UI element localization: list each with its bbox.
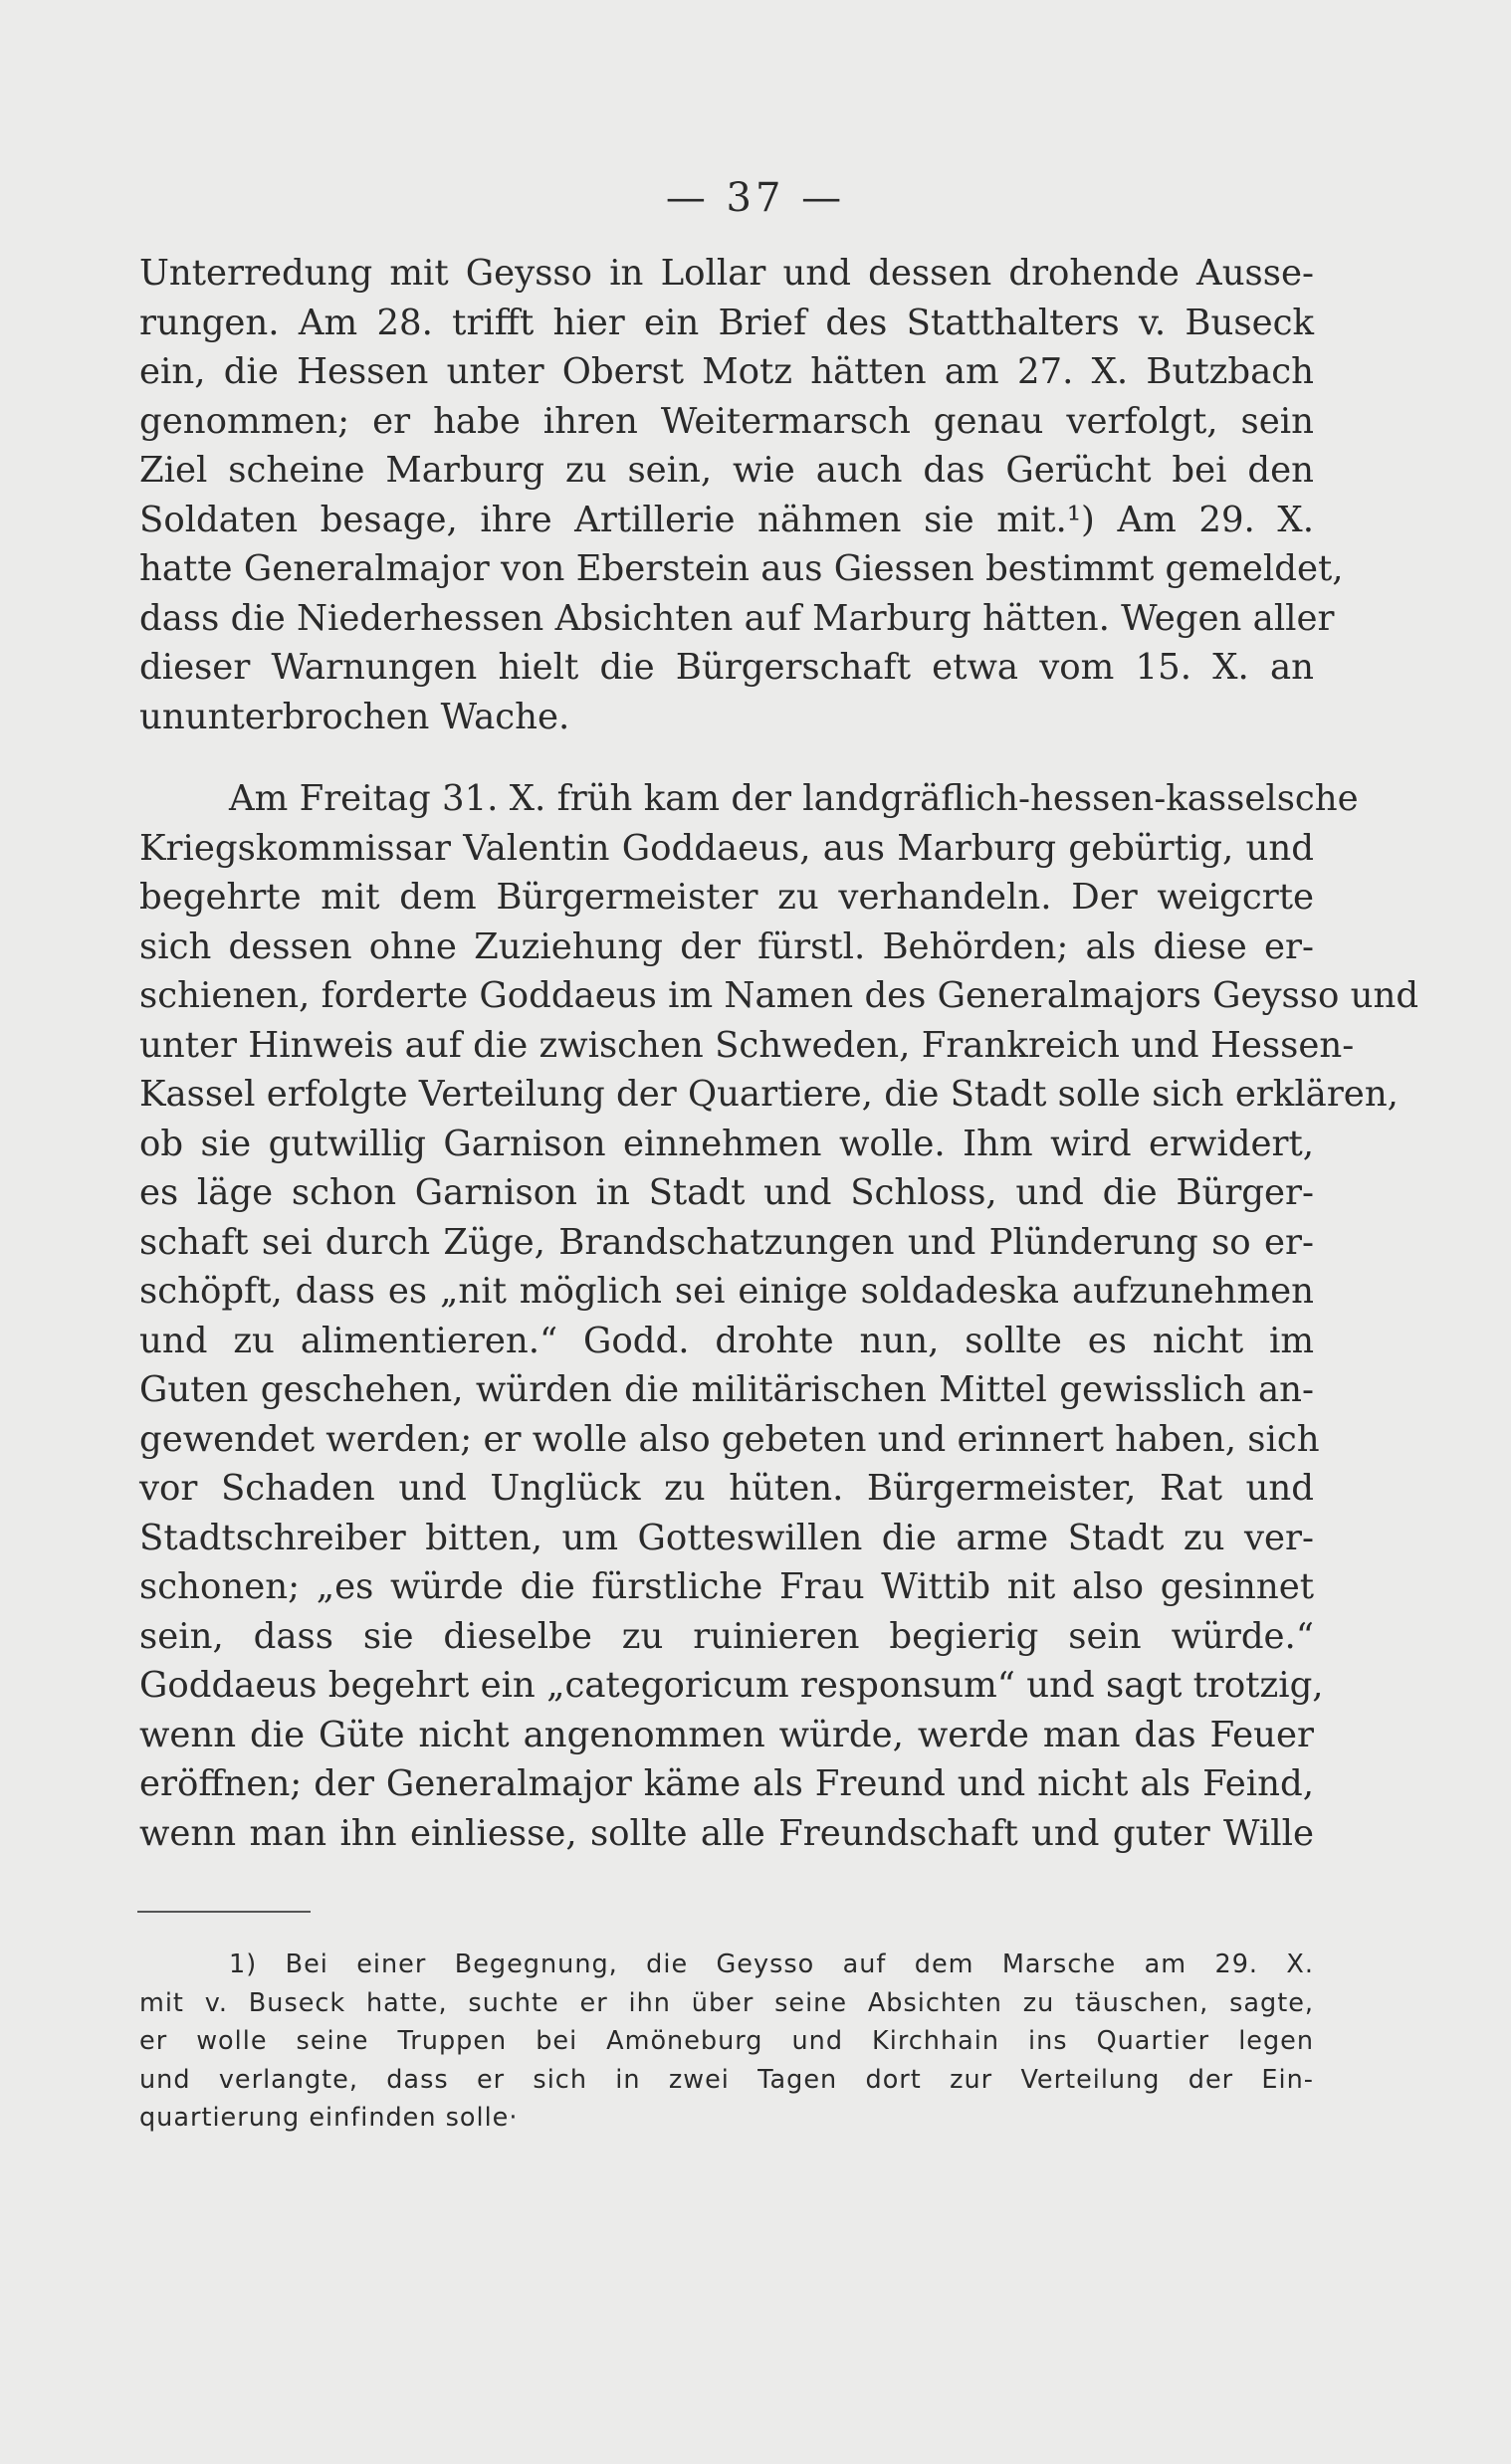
text-line: schonen; „es würde die fürstliche Frau Wittib nit also gesinnet [139, 1566, 1314, 1607]
text-line: begehrte mit dem Bürgermeister zu verhandeln. Der weigcrte [139, 877, 1314, 918]
text-line: Guten geschehen, würden die militärischen Mittel gewisslich an- [139, 1369, 1314, 1410]
text-line: ununterbrochen Wache. [139, 696, 570, 737]
footnote [139, 1946, 1314, 2138]
text-line: wenn man ihn einliesse, sollte alle Freundschaft und guter Wille [139, 1812, 1314, 1854]
text-line: hatte Generalmajor von Eberstein aus Giessen bestimmt gemeldet, [139, 548, 1344, 589]
footnote-line: und verlangte, dass er sich in zwei Tagen dort zur Verteilung der Ein- [139, 2064, 1314, 2095]
text-line: Am Freitag 31. X. früh kam der landgräflich-hessen-kasselsche [229, 778, 1359, 819]
text-line: ob sie gutwillig Garnison einnehmen wolle. Ihm wird erwidert, [139, 1123, 1314, 1164]
footnote-line: mit v. Buseck hatte, suchte er ihn über seine Absichten zu täuschen, sagte, [139, 1987, 1314, 2018]
footnote-divider [137, 1911, 311, 1913]
footnote-line: er wolle seine Truppen bei Amöneburg und Kirchhain ins Quartier legen [139, 2026, 1314, 2056]
text-line: schienen, forderte Goddaeus im Namen des Generalmajors Geysso und [139, 975, 1419, 1016]
text-line: es läge schon Garnison in Stadt und Schloss, und die Bürger- [139, 1172, 1314, 1213]
text-line: dass die Niederhessen Absichten auf Marburg hätten. Wegen aller [139, 597, 1335, 639]
text-line: wenn die Güte nicht angenommen würde, werde man das Feuer [139, 1714, 1314, 1755]
text-line: vor Schaden und Unglück zu hüten. Bürgermeister, Rat und [139, 1468, 1314, 1509]
page-number: — 37 — [665, 175, 846, 221]
text-line: Kassel erfolgte Verteilung der Quartiere, die Stadt solle sich erklären, [139, 1074, 1399, 1115]
text-line: gewendet werden; er wolle also gebeten und erinnert haben, sich [139, 1418, 1320, 1460]
text-line: und zu alimentieren.“ Godd. drohte nun, sollte es nicht im [139, 1320, 1314, 1361]
text-line: Ziel scheine Marburg zu sein, wie auch das Gerücht bei den [139, 450, 1314, 491]
text-line: Unterredung mit Geysso in Lollar und dessen drohende Ausse- [139, 253, 1314, 294]
text-line: unter Hinweis auf die zwischen Schweden, Frankreich und Hessen- [139, 1024, 1355, 1066]
text-line: sich dessen ohne Zuziehung der fürstl. Behörden; als diese er- [139, 925, 1314, 967]
paragraph-gap [139, 741, 1314, 774]
text-line: Goddaeus begehrt ein „categoricum responsum“ und sagt trotzig, [139, 1665, 1324, 1706]
text-line: dieser Warnungen hielt die Bürgerschaft etwa vom 15. X. an [139, 647, 1314, 688]
body-text [139, 249, 1419, 1858]
text-line: genommen; er habe ihren Weitermarsch genau verfolgt, sein [139, 400, 1314, 442]
footnote-line: quartierung einfinden solle· [139, 2103, 519, 2133]
text-line: schöpft, dass es „nit möglich sei einige soldadeska aufzunehmen [139, 1271, 1314, 1312]
paragraph [139, 249, 1344, 741]
text-line: ein, die Hessen unter Oberst Motz hätten am 27. X. Butzbach [139, 351, 1314, 392]
text-line: rungen. Am 28. trifft hier ein Brief des Statthalters v. Buseck [139, 302, 1314, 343]
text-line: Stadtschreiber bitten, um Gotteswillen die arme Stadt zu ver- [139, 1517, 1314, 1558]
paragraph [139, 774, 1419, 1858]
text-line: Soldaten besage, ihre Artillerie nähmen sie mit.¹) Am 29. X. [139, 499, 1314, 540]
text-line: Kriegskommissar Valentin Goddaeus, aus Marburg gebürtig, und [139, 827, 1314, 869]
text-line: schaft sei durch Züge, Brandschatzungen und Plünderung so er- [139, 1221, 1314, 1263]
footnote-line: 1) Bei einer Begegnung, die Geysso auf dem Marsche am 29. X. [229, 1950, 1314, 1979]
text-line: eröffnen; der Generalmajor käme als Freund und nicht als Feind, [139, 1763, 1314, 1804]
text-line: sein, dass sie dieselbe zu ruinieren begierig sein würde.“ [139, 1615, 1314, 1657]
